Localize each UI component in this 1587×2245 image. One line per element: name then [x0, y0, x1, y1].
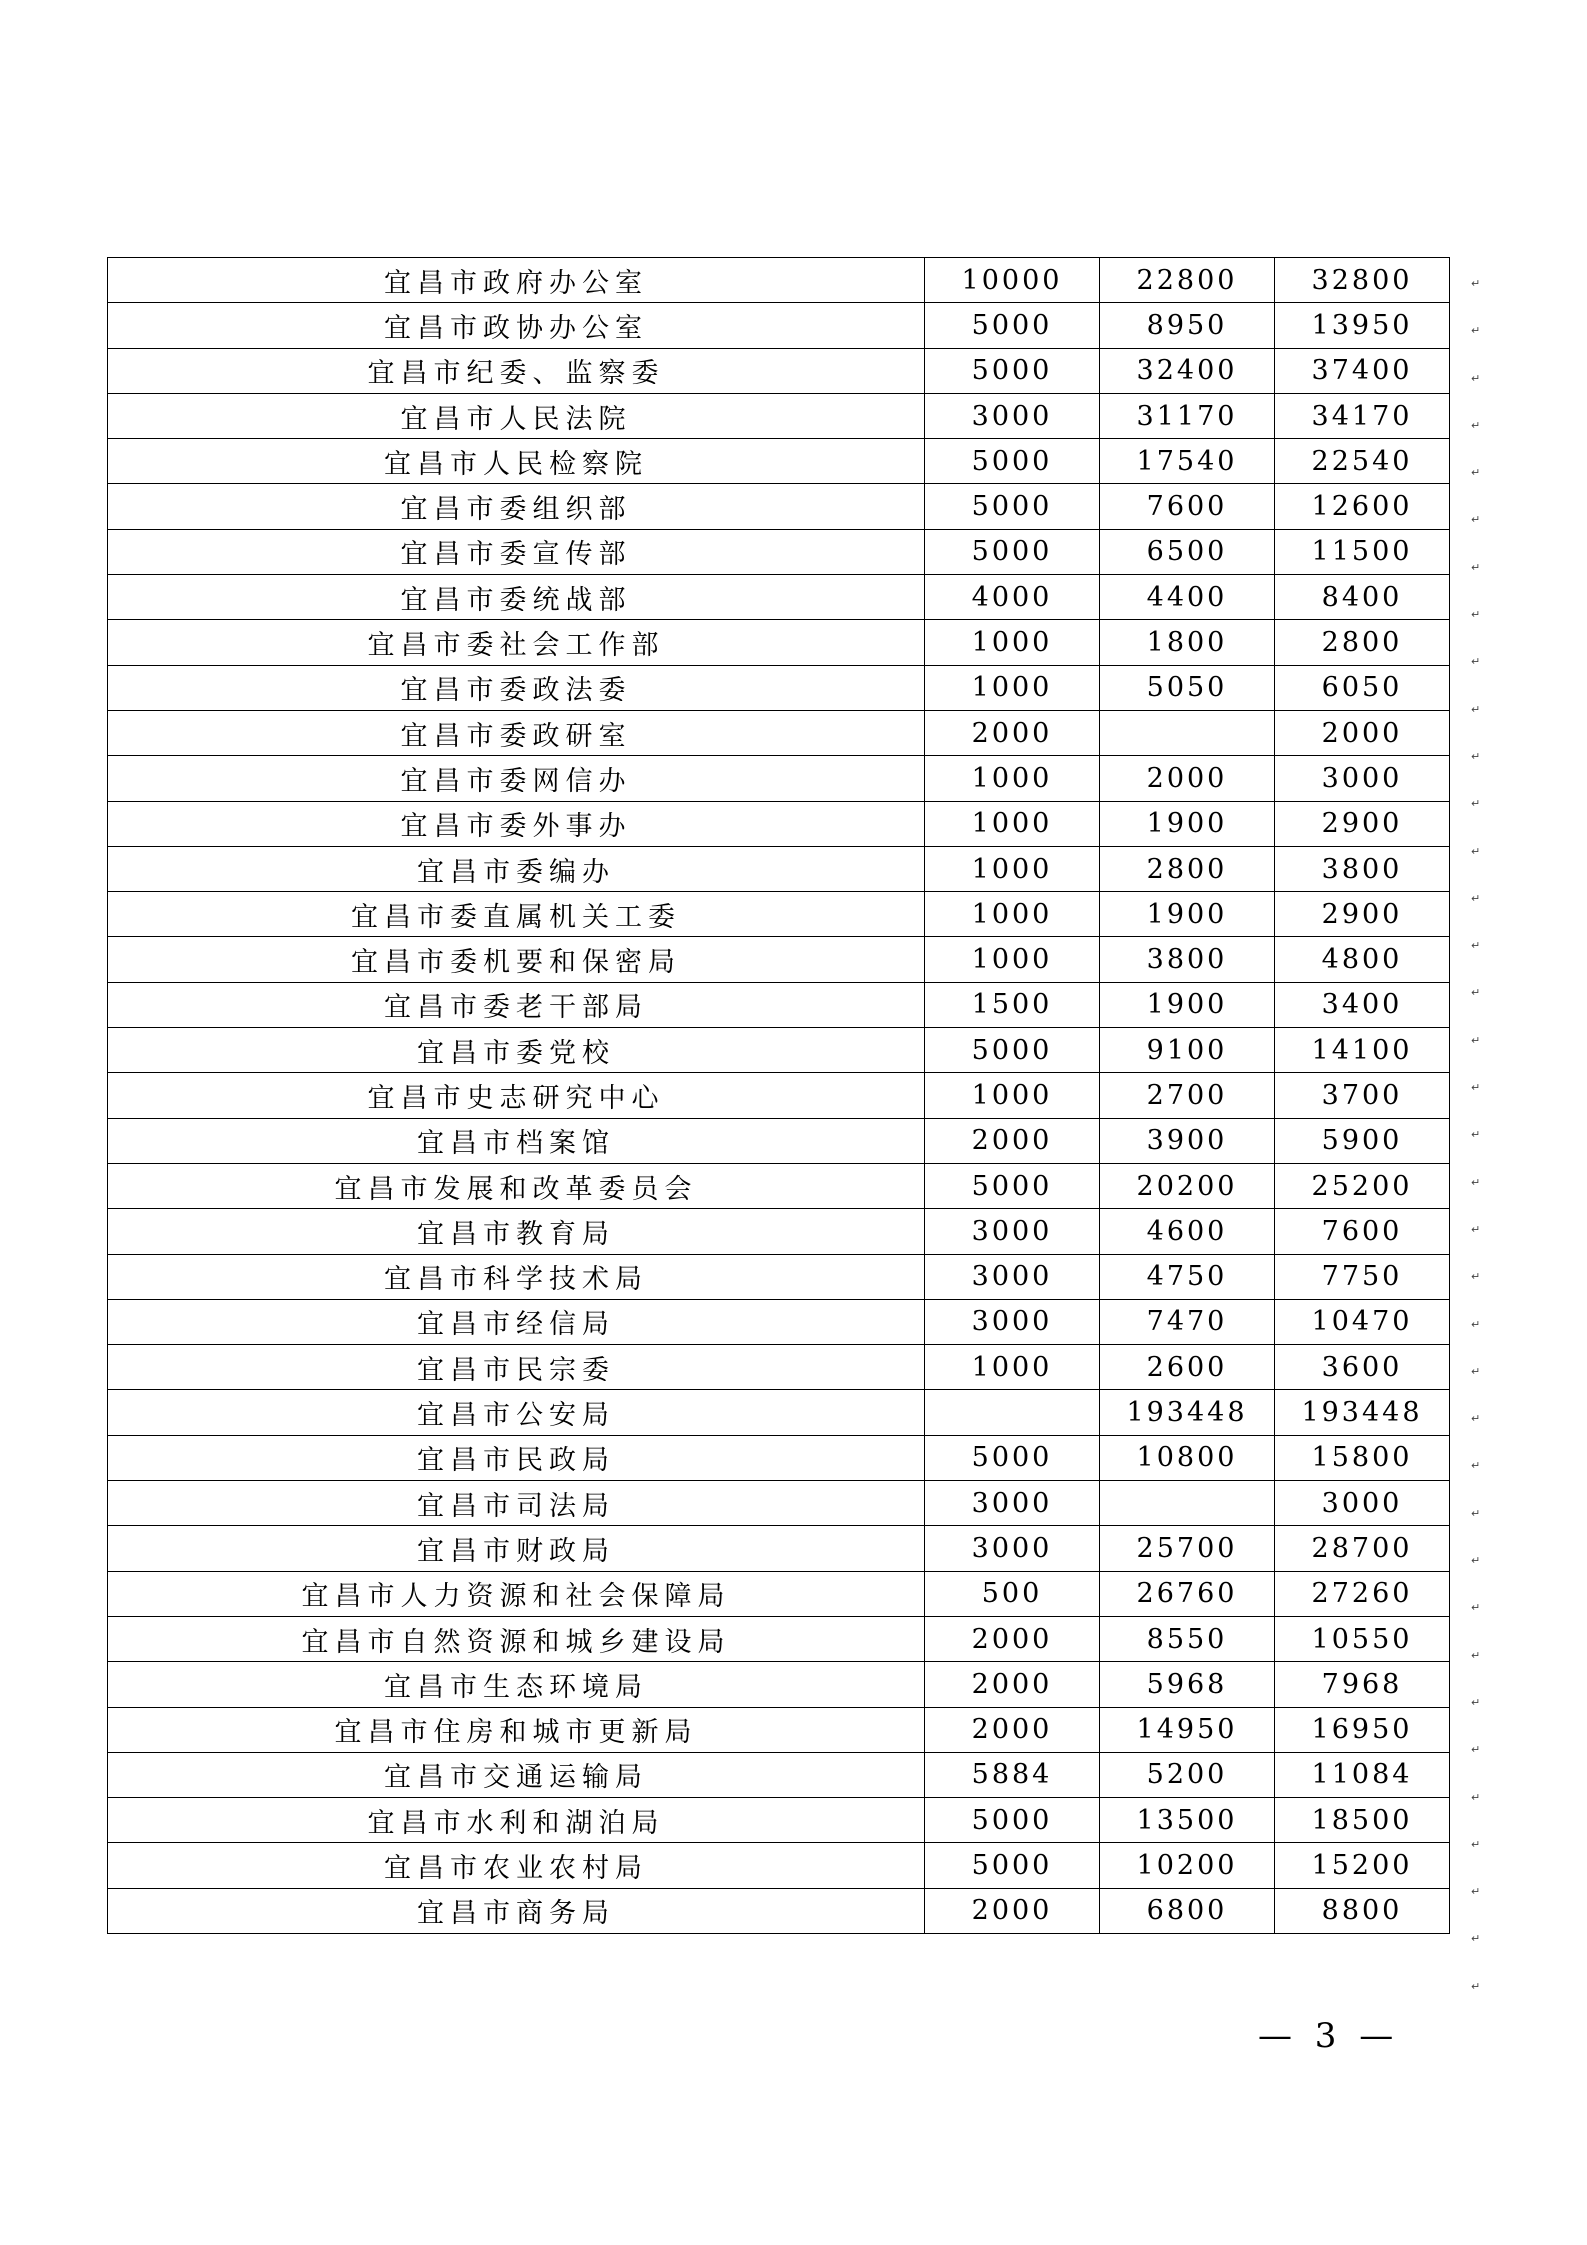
amount-cell-1: 3000: [925, 1254, 1100, 1299]
amount-cell-1: 2000: [925, 710, 1100, 755]
row-end-mark: [1471, 1439, 1483, 1486]
amount-cell-2: 20200: [1100, 1163, 1275, 1208]
unit-name-cell: 宜昌市交通运输局: [108, 1752, 925, 1797]
table-row: [108, 1571, 1450, 1616]
amount-cell-2: 9100: [1100, 1028, 1275, 1073]
return-mark-icon: ↵: [1471, 939, 1481, 953]
amount-cell-2: 3900: [1100, 1118, 1275, 1163]
return-mark-icon: ↵: [1471, 1743, 1481, 1757]
return-mark-icon: ↵: [1471, 1648, 1481, 1662]
unit-name-cell: 宜昌市委网信办: [108, 756, 925, 801]
return-mark-icon: ↵: [1471, 1885, 1481, 1899]
total-cell: 7600: [1275, 1209, 1450, 1254]
total-cell: 25200: [1275, 1163, 1450, 1208]
unit-name-cell: 宜昌市司法局: [108, 1481, 925, 1526]
table-row: [108, 982, 1450, 1027]
return-mark-icon: ↵: [1471, 560, 1481, 574]
total-cell: 18500: [1275, 1798, 1450, 1843]
unit-name-cell: 宜昌市档案馆: [108, 1118, 925, 1163]
amount-cell-1: 3000: [925, 393, 1100, 438]
table-row: [108, 393, 1450, 438]
table-row: [108, 665, 1450, 710]
amount-cell-2: 22800: [1100, 258, 1275, 303]
table-row: [108, 892, 1450, 937]
table-row: [108, 1888, 1450, 1933]
amount-cell-2: 31170: [1100, 393, 1275, 438]
table-row: [108, 1390, 1450, 1435]
table-row: [108, 1662, 1450, 1707]
amount-cell-2: 2800: [1100, 846, 1275, 891]
allocation-table: [107, 257, 1450, 1934]
return-mark-icon: ↵: [1471, 371, 1481, 385]
amount-cell-2: 14950: [1100, 1707, 1275, 1752]
unit-name-cell: 宜昌市住房和城市更新局: [108, 1707, 925, 1752]
return-mark-icon: ↵: [1471, 1554, 1481, 1568]
amount-cell-2: 1900: [1100, 892, 1275, 937]
total-cell: 11500: [1275, 529, 1450, 574]
unit-name-cell: 宜昌市生态环境局: [108, 1662, 925, 1707]
return-mark-icon: ↵: [1471, 1270, 1481, 1284]
amount-cell-1: 1000: [925, 1345, 1100, 1390]
row-end-mark: [1471, 541, 1483, 588]
table-row: [108, 1299, 1450, 1344]
table-row: [108, 1707, 1450, 1752]
amount-cell-2: 193448: [1100, 1390, 1275, 1435]
amount-cell-1: 3000: [925, 1526, 1100, 1571]
unit-name-cell: 宜昌市委组织部: [108, 484, 925, 529]
unit-name-cell: 宜昌市委外事办: [108, 801, 925, 846]
total-cell: 2900: [1275, 801, 1450, 846]
total-cell: 10550: [1275, 1616, 1450, 1661]
unit-name-cell: 宜昌市委政法委: [108, 665, 925, 710]
return-mark-icon: ↵: [1471, 844, 1481, 858]
return-mark-icon: ↵: [1471, 1932, 1481, 1946]
amount-cell-2: [1100, 1481, 1275, 1526]
row-end-mark: [1471, 1818, 1483, 1865]
return-mark-icon: ↵: [1471, 1790, 1481, 1804]
row-end-mark: [1471, 1014, 1483, 1061]
total-cell: 2800: [1275, 620, 1450, 665]
amount-cell-2: 6800: [1100, 1888, 1275, 1933]
return-mark-icon: ↵: [1471, 1175, 1481, 1189]
table-row: [108, 1345, 1450, 1390]
table-row: [108, 1526, 1450, 1571]
amount-cell-1: 5000: [925, 529, 1100, 574]
row-end-mark: [1471, 399, 1483, 446]
amount-cell-1: 3000: [925, 1209, 1100, 1254]
page-number: — 3 —: [1258, 2016, 1400, 2056]
row-end-mark: [1471, 1771, 1483, 1818]
amount-cell-1: 2000: [925, 1616, 1100, 1661]
table-row: [108, 1798, 1450, 1843]
amount-cell-1: 1500: [925, 982, 1100, 1027]
amount-cell-2: 7600: [1100, 484, 1275, 529]
table-row: [108, 1254, 1450, 1299]
row-end-mark: [1471, 1392, 1483, 1439]
total-cell: 16950: [1275, 1707, 1450, 1752]
total-cell: 6050: [1275, 665, 1450, 710]
return-mark-icon: ↵: [1471, 749, 1481, 763]
table-row: [108, 801, 1450, 846]
total-cell: 2900: [1275, 892, 1450, 937]
unit-name-cell: 宜昌市财政局: [108, 1526, 925, 1571]
return-mark-icon: ↵: [1471, 1979, 1481, 1993]
row-end-mark: [1471, 257, 1483, 304]
row-end-mark: [1471, 635, 1483, 682]
unit-name-cell: 宜昌市委统战部: [108, 575, 925, 620]
row-end-mark: [1471, 777, 1483, 824]
return-mark-icon: ↵: [1471, 1459, 1481, 1473]
amount-cell-1: 1000: [925, 801, 1100, 846]
table-row: [108, 439, 1450, 484]
total-cell: 3000: [1275, 1481, 1450, 1526]
total-cell: 3800: [1275, 846, 1450, 891]
amount-cell-1: 5000: [925, 1843, 1100, 1888]
return-mark-icon: ↵: [1471, 277, 1481, 290]
total-cell: 3400: [1275, 982, 1450, 1027]
amount-cell-1: [925, 1390, 1100, 1435]
return-mark-icon: ↵: [1471, 1601, 1481, 1615]
unit-name-cell: 宜昌市人力资源和社会保障局: [108, 1571, 925, 1616]
return-mark-icon: ↵: [1471, 1081, 1481, 1095]
table-row: [108, 1843, 1450, 1888]
amount-cell-1: 1000: [925, 756, 1100, 801]
total-cell: 28700: [1275, 1526, 1450, 1571]
table-row: [108, 1163, 1450, 1208]
table-row: [108, 1028, 1450, 1073]
amount-cell-2: 6500: [1100, 529, 1275, 574]
return-mark-icon: ↵: [1471, 1317, 1481, 1331]
row-end-mark: [1471, 304, 1483, 351]
row-end-mark: [1471, 1629, 1483, 1676]
total-cell: 8400: [1275, 575, 1450, 620]
amount-cell-1: 2000: [925, 1662, 1100, 1707]
return-mark-icon: ↵: [1471, 1033, 1481, 1047]
row-end-mark: [1471, 683, 1483, 730]
total-cell: 12600: [1275, 484, 1450, 529]
table-row: [108, 1616, 1450, 1661]
amount-cell-2: 32400: [1100, 348, 1275, 393]
amount-cell-2: 10800: [1100, 1435, 1275, 1480]
total-cell: 7750: [1275, 1254, 1450, 1299]
total-cell: 5900: [1275, 1118, 1450, 1163]
row-end-mark: [1471, 966, 1483, 1013]
amount-cell-1: 1000: [925, 846, 1100, 891]
unit-name-cell: 宜昌市委直属机关工委: [108, 892, 925, 937]
return-mark-icon: ↵: [1471, 513, 1481, 527]
amount-cell-1: 5884: [925, 1752, 1100, 1797]
amount-cell-1: 3000: [925, 1481, 1100, 1526]
amount-cell-1: 2000: [925, 1118, 1100, 1163]
amount-cell-2: 26760: [1100, 1571, 1275, 1616]
table-row: [108, 846, 1450, 891]
amount-cell-2: 2000: [1100, 756, 1275, 801]
table-row: [108, 937, 1450, 982]
amount-cell-1: 5000: [925, 1798, 1100, 1843]
total-cell: 32800: [1275, 258, 1450, 303]
unit-name-cell: 宜昌市经信局: [108, 1299, 925, 1344]
amount-cell-2: 1900: [1100, 801, 1275, 846]
unit-name-cell: 宜昌市商务局: [108, 1888, 925, 1933]
unit-name-cell: 宜昌市委社会工作部: [108, 620, 925, 665]
unit-name-cell: 宜昌市委编办: [108, 846, 925, 891]
return-mark-icon: ↵: [1471, 1837, 1481, 1851]
unit-name-cell: 宜昌市民政局: [108, 1435, 925, 1480]
table-row: [108, 348, 1450, 393]
total-cell: 22540: [1275, 439, 1450, 484]
amount-cell-1: 1000: [925, 620, 1100, 665]
total-cell: 3000: [1275, 756, 1450, 801]
row-end-mark: [1471, 919, 1483, 966]
return-mark-icon: ↵: [1471, 1506, 1481, 1520]
row-end-mark: [1471, 1156, 1483, 1203]
amount-cell-1: 4000: [925, 575, 1100, 620]
unit-name-cell: 宜昌市纪委、监察委: [108, 348, 925, 393]
table-row: [108, 1118, 1450, 1163]
return-mark-icon: ↵: [1471, 797, 1481, 811]
total-cell: 34170: [1275, 393, 1450, 438]
amount-cell-2: 2600: [1100, 1345, 1275, 1390]
total-cell: 2000: [1275, 710, 1450, 755]
amount-cell-2: 1800: [1100, 620, 1275, 665]
table-row: [108, 258, 1450, 303]
unit-name-cell: 宜昌市委机要和保密局: [108, 937, 925, 982]
row-end-mark: [1471, 352, 1483, 399]
row-end-mark: [1471, 1912, 1483, 1959]
amount-cell-2: 8550: [1100, 1616, 1275, 1661]
row-end-mark: [1471, 1108, 1483, 1155]
amount-cell-2: 5968: [1100, 1662, 1275, 1707]
total-cell: 37400: [1275, 348, 1450, 393]
row-end-mark: [1471, 1534, 1483, 1581]
amount-cell-2: 7470: [1100, 1299, 1275, 1344]
amount-cell-1: 500: [925, 1571, 1100, 1616]
total-cell: 13950: [1275, 303, 1450, 348]
total-cell: 11084: [1275, 1752, 1450, 1797]
unit-name-cell: 宜昌市政协办公室: [108, 303, 925, 348]
amount-cell-1: 1000: [925, 937, 1100, 982]
total-cell: 7968: [1275, 1662, 1450, 1707]
row-end-mark: [1471, 1487, 1483, 1534]
unit-name-cell: 宜昌市教育局: [108, 1209, 925, 1254]
total-cell: 4800: [1275, 937, 1450, 982]
amount-cell-1: 5000: [925, 1028, 1100, 1073]
table-row: [108, 575, 1450, 620]
amount-cell-1: 2000: [925, 1888, 1100, 1933]
amount-cell-2: 10200: [1100, 1843, 1275, 1888]
return-mark-icon: ↵: [1471, 418, 1481, 432]
return-mark-icon: ↵: [1471, 702, 1481, 716]
unit-name-cell: 宜昌市人民检察院: [108, 439, 925, 484]
table-row: [108, 484, 1450, 529]
return-mark-icon: ↵: [1471, 891, 1481, 905]
unit-name-cell: 宜昌市委老干部局: [108, 982, 925, 1027]
table-row: [108, 1073, 1450, 1118]
unit-name-cell: 宜昌市民宗委: [108, 1345, 925, 1390]
table-body: [108, 258, 1450, 1934]
amount-cell-2: 4600: [1100, 1209, 1275, 1254]
total-cell: 14100: [1275, 1028, 1450, 1073]
return-mark-icon: ↵: [1471, 466, 1481, 480]
amount-cell-1: 1000: [925, 892, 1100, 937]
row-end-mark: [1471, 730, 1483, 777]
row-end-mark: [1471, 1676, 1483, 1723]
amount-cell-1: 3000: [925, 1299, 1100, 1344]
return-mark-icon: ↵: [1471, 1222, 1481, 1236]
return-mark-icon: ↵: [1471, 324, 1481, 338]
row-end-mark: [1471, 1250, 1483, 1297]
amount-cell-2: 5050: [1100, 665, 1275, 710]
table-row: [108, 620, 1450, 665]
amount-cell-2: 4750: [1100, 1254, 1275, 1299]
total-cell: 10470: [1275, 1299, 1450, 1344]
row-end-mark: [1471, 872, 1483, 919]
amount-cell-2: 25700: [1100, 1526, 1275, 1571]
amount-cell-2: 3800: [1100, 937, 1275, 982]
row-end-mark: [1471, 1345, 1483, 1392]
unit-name-cell: 宜昌市公安局: [108, 1390, 925, 1435]
unit-name-cell: 宜昌市水利和湖泊局: [108, 1798, 925, 1843]
amount-cell-2: 17540: [1100, 439, 1275, 484]
table-row: [108, 756, 1450, 801]
amount-cell-1: 1000: [925, 1073, 1100, 1118]
table-row: [108, 303, 1450, 348]
amount-cell-1: 2000: [925, 1707, 1100, 1752]
total-cell: 193448: [1275, 1390, 1450, 1435]
total-cell: 27260: [1275, 1571, 1450, 1616]
amount-cell-2: [1100, 710, 1275, 755]
return-mark-icon: ↵: [1471, 655, 1481, 669]
table-row: [108, 1752, 1450, 1797]
table-row: [108, 1481, 1450, 1526]
return-mark-icon: ↵: [1471, 1412, 1481, 1426]
unit-name-cell: 宜昌市发展和改革委员会: [108, 1163, 925, 1208]
table-row: [108, 529, 1450, 574]
amount-cell-1: 5000: [925, 439, 1100, 484]
row-end-marks: [1471, 257, 1483, 2007]
unit-name-cell: 宜昌市委政研室: [108, 710, 925, 755]
row-end-mark: [1471, 1723, 1483, 1770]
return-mark-icon: ↵: [1471, 986, 1481, 1000]
amount-cell-1: 5000: [925, 1435, 1100, 1480]
total-cell: 8800: [1275, 1888, 1450, 1933]
return-mark-icon: ↵: [1471, 1128, 1481, 1142]
unit-name-cell: 宜昌市委党校: [108, 1028, 925, 1073]
row-end-mark: [1471, 1960, 1483, 2007]
unit-name-cell: 宜昌市人民法院: [108, 393, 925, 438]
row-end-mark: [1471, 825, 1483, 872]
amount-cell-2: 5200: [1100, 1752, 1275, 1797]
amount-cell-1: 10000: [925, 258, 1100, 303]
amount-cell-2: 13500: [1100, 1798, 1275, 1843]
total-cell: 15200: [1275, 1843, 1450, 1888]
total-cell: 15800: [1275, 1435, 1450, 1480]
unit-name-cell: 宜昌市政府办公室: [108, 258, 925, 303]
amount-cell-2: 2700: [1100, 1073, 1275, 1118]
amount-cell-1: 5000: [925, 484, 1100, 529]
total-cell: 3600: [1275, 1345, 1450, 1390]
amount-cell-2: 4400: [1100, 575, 1275, 620]
row-end-mark: [1471, 1298, 1483, 1345]
table-row: [108, 1209, 1450, 1254]
unit-name-cell: 宜昌市科学技术局: [108, 1254, 925, 1299]
unit-name-cell: 宜昌市史志研究中心: [108, 1073, 925, 1118]
amount-cell-2: 8950: [1100, 303, 1275, 348]
row-end-mark: [1471, 1581, 1483, 1628]
table-row: [108, 710, 1450, 755]
row-end-mark: [1471, 1865, 1483, 1912]
amount-cell-2: 1900: [1100, 982, 1275, 1027]
unit-name-cell: 宜昌市农业农村局: [108, 1843, 925, 1888]
row-end-mark: [1471, 588, 1483, 635]
amount-cell-1: 5000: [925, 303, 1100, 348]
table-row: [108, 1435, 1450, 1480]
row-end-mark: [1471, 493, 1483, 540]
row-end-mark: [1471, 1061, 1483, 1108]
amount-cell-1: 5000: [925, 1163, 1100, 1208]
amount-cell-1: 1000: [925, 665, 1100, 710]
return-mark-icon: ↵: [1471, 1364, 1481, 1378]
amount-cell-1: 5000: [925, 348, 1100, 393]
return-mark-icon: ↵: [1471, 1695, 1481, 1709]
unit-name-cell: 宜昌市自然资源和城乡建设局: [108, 1616, 925, 1661]
row-end-mark: [1471, 446, 1483, 493]
total-cell: 3700: [1275, 1073, 1450, 1118]
unit-name-cell: 宜昌市委宣传部: [108, 529, 925, 574]
return-mark-icon: ↵: [1471, 608, 1481, 622]
row-end-mark: [1471, 1203, 1483, 1250]
